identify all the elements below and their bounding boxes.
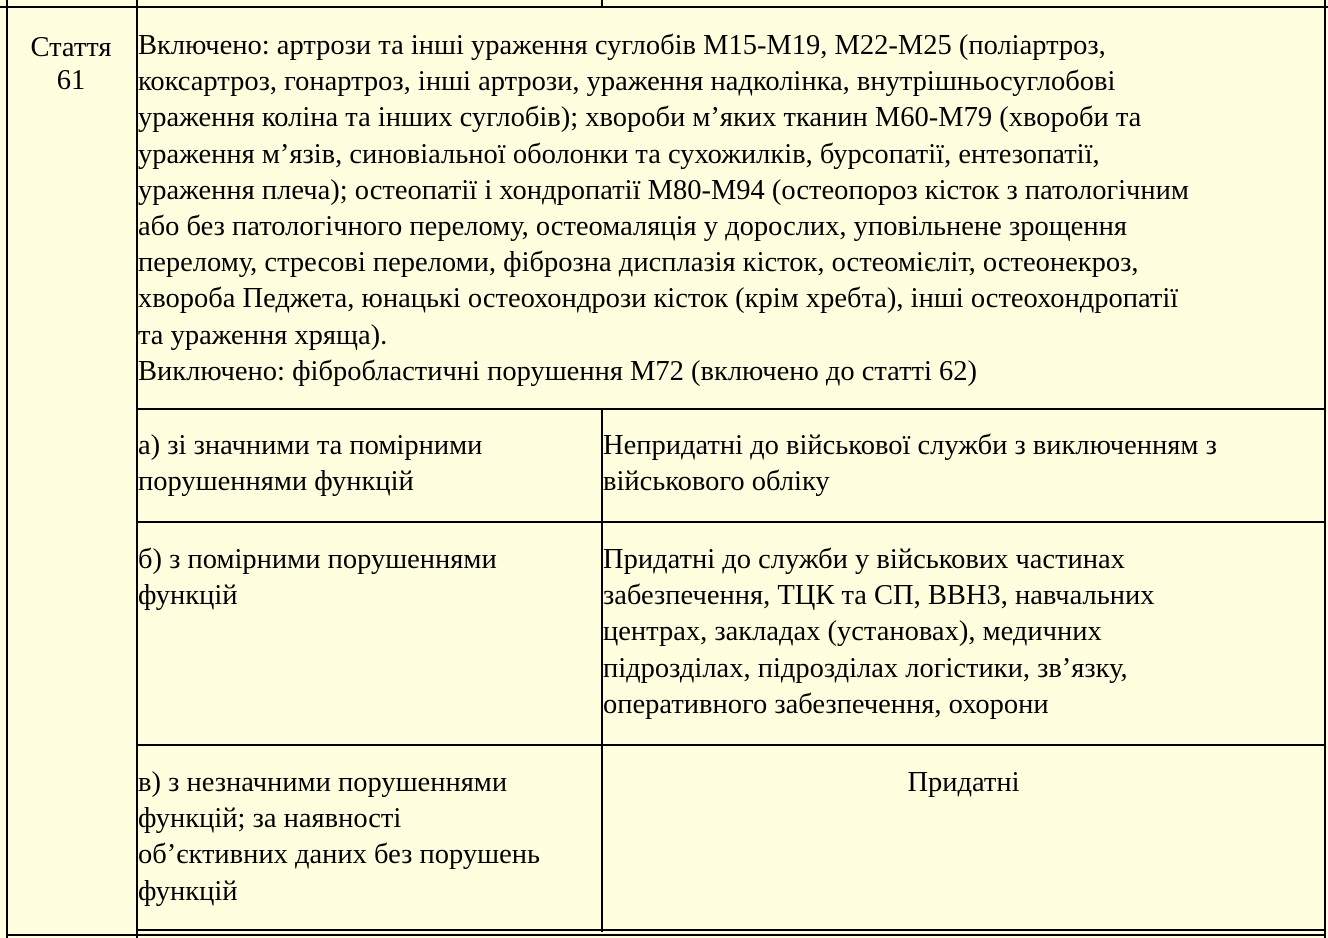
article-number: Стаття 61 [30, 32, 112, 96]
verdict-cell-a: Непридатні до військової служби з виключенням з військового обліку [603, 430, 1217, 498]
column-divider-top-stub [601, 0, 603, 7]
row-divider-a [136, 521, 1326, 523]
row-divider-c [136, 929, 1326, 931]
table-top-border [0, 6, 1328, 8]
row-divider-b [136, 744, 1326, 746]
condition-cell-a: а) зі значними та помірними порушеннями функцій [138, 430, 483, 498]
article-description [138, 28, 1328, 390]
verdict-cell-c: Придатні [907, 767, 1020, 798]
included-text: Включено: артрози та інші ураження суглобів M15-M19, M22-M25 (поліартроз, коксартроз, гонартроз, інші артрози, ураження надколінка, внутрішньосуглобові ураження коліна та інших суглобів); хвороби м’яких тканин M60-M79 (хвороби та ураження м’язів, синовіальної оболонки та сухожилків, бурсопатії, ентезопатії, ураження плеча); остеопатії і хондропатії M80-M94 (остеопороз кісток з патологічним або без патологічного перелому, остеомаляція у дорослих, уповільнене зрощення перелому, стресові переломи, фіброзна дисплазія кісток, остеомієліт, остеонекроз, хвороба Педжета, юнацькі остеохондрози кісток (крім хребта), інші остеохондропатії та ураження хряща). [138, 30, 1189, 351]
verdict-cell-b: Придатні до служби у військових частинах забезпечення, ТЦК та СП, ВВНЗ, навчальних центрах, закладах (установах), медичних підрозділах, підрозділах логістики, зв’язку, оперативного забезпечення, охорони [603, 544, 1155, 720]
table-left-border [6, 0, 8, 938]
condition-cell-c: в) з незначними порушеннями функцій; за наявності об’єктивних даних без порушень функцій [138, 767, 540, 907]
table-bottom-border [6, 934, 1326, 936]
condition-cell-b: б) з помірними порушеннями функцій [138, 544, 497, 612]
row-divider-description [136, 408, 1326, 410]
excluded-text: Виключено: фібробластичні порушення M72 (включено до статті 62) [138, 355, 978, 387]
